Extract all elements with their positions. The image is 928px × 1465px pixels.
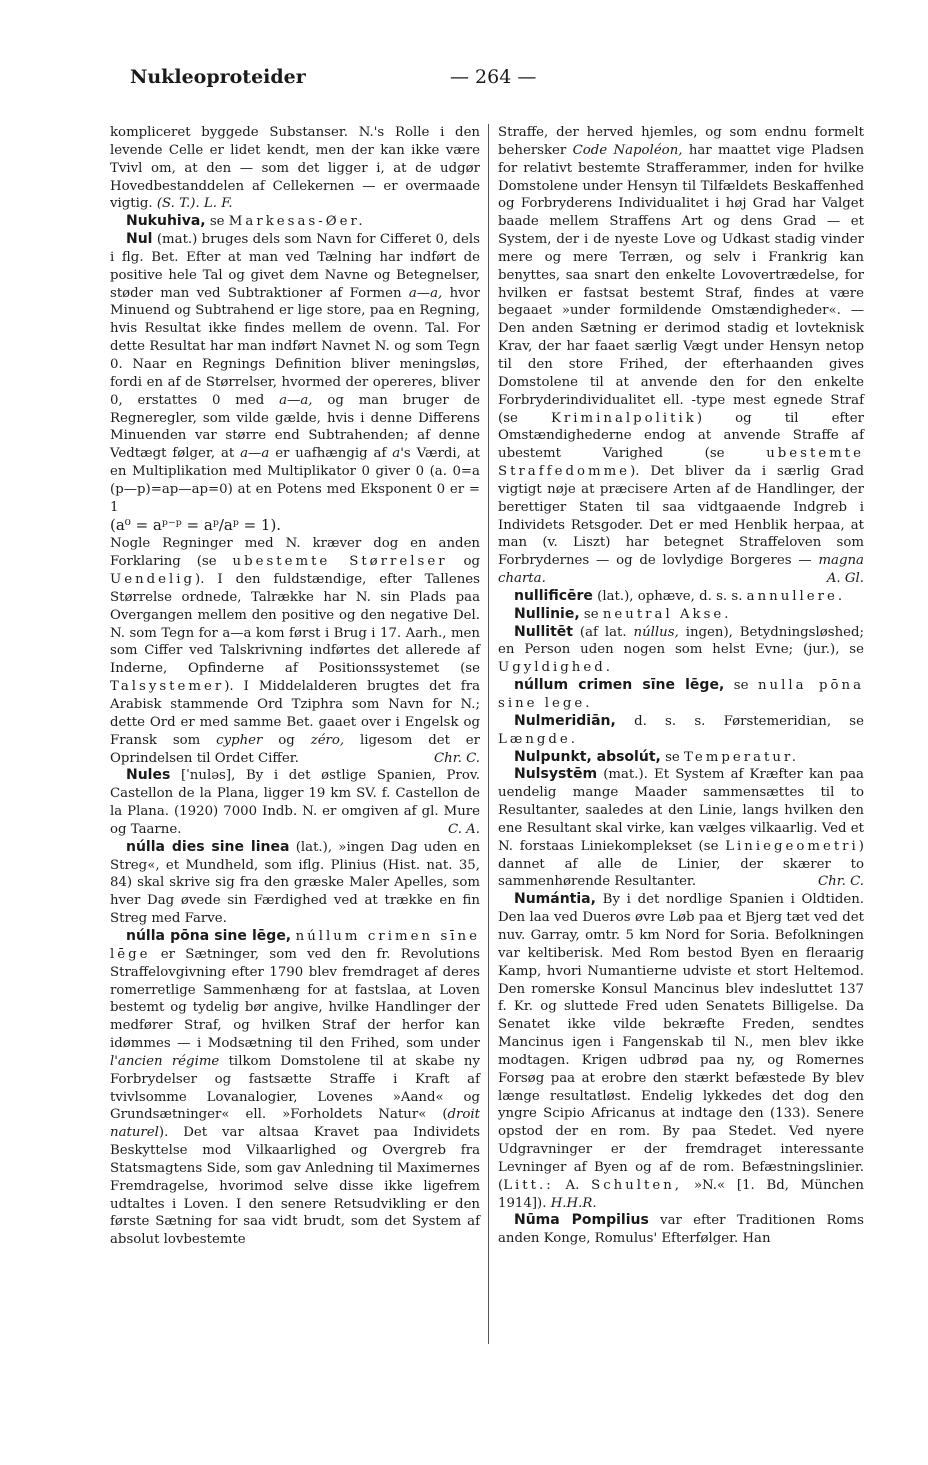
cross-reference: Uendelig <box>110 572 196 588</box>
headword: Nūma Pompilius <box>514 1212 649 1229</box>
headword: núlla dies sine linea <box>126 838 290 855</box>
headword: Numántia, <box>514 891 596 908</box>
left-column <box>110 124 480 1249</box>
cross-reference: neutral Akse. <box>602 606 732 622</box>
headword: núlla pōna sine lēge, <box>126 927 292 944</box>
cross-reference: Markesas-Øer. <box>228 214 366 230</box>
headword: Nulmeridiān, <box>514 712 616 729</box>
headword: núllum crimen sīne lēge, <box>514 677 725 694</box>
entry-nullum-crimen: núllum crimen sīne lēge, se nulla pōna sine lege. <box>498 677 865 711</box>
headword: Nullinie, <box>514 605 580 622</box>
entry-numantia: Numántia, By i det nordlige Spanien i Oldtiden. Den laa ved Dueros øvre Løb paa et Bjerg tæt ved det nuv. Garray, omtr. 5 km Nord for Soria. Befolkningen var keltiberisk. Med Rom bestod Byen en fleraarig Kamp, hvori Numantierne udviste et stort Heltemod. Den romerske Konsul Mancinus blev indesluttet 137 f. Kr. og sluttede Fred uden Senatets Billigelse. Da Senatet ikke vilde bekræfte Freden, sendtes Mancinus igen i Fangenskab til N., men blev ikke modtagen. Krigen udbrød paa ny, og Romernes Forsøg paa at erobre den stærkt befæstede By blev længe resultatløst. Endelig lykkedes det dog den yngre Scipio Africanus at indtage den (133). Senere opstod der en rom. By paa Stedet. Ved nyere Udgravninger er der fremdraget interessante Levninger af Byen og af de rom. Befæstningslinier. (Litt.: A. Schulten, »N.« [1. Bd, München 1914]). H.H.R. <box>498 891 864 1211</box>
entry-nul: Nul (mat.) bruges dels som Navn for Cifferet 0, dels i flg. Bet. Efter at man ved Tælning har indført de positive hele Tal og givet dem Navne og Betegnelser, støder man ved Subtraktioner af Formen a—a, hvor Minuend og Subtrahend er lige store, paa en Regning, hvis Resultat ikke findes mellem de ovenn. Tal. For dette Resultat har man indført Navnet N. og som Tegn 0. Naar en Regnings Definition bliver meningsløs, fordi en af de Størrelser, hvormed der opereres, bliver 0, erstattes 0 med a—a, og man bruger de Regneregler, som vilde gælde, hvis i denne Differens Minuenden var større end Subtrahenden; af denne Vedtægt følger, at a—a er uafhængig af a's Værdi, at en Multiplikation med Multiplikator 0 giver 0 (a. 0=a (p—p)=ap—ap=0) at en Potens med Eksponent 0 er = 1 <box>110 231 481 515</box>
cross-reference: núllum crimen sīne lēge <box>110 928 480 962</box>
signature: C. A. <box>448 821 480 837</box>
entry-nules: Nules [ˈnuləs], By i det østlige Spanien, Prov. Castellon de la Plana, ligger 19 km SV. f. Castellon de la Plana. (1920) 7000 Indb. N. er omgiven af gl. Mure og Taarne. C. A. <box>110 767 480 837</box>
page-number: — 264 — <box>450 66 537 88</box>
entry-nulla-poena: núlla pōna sine lēge, núllum crimen sīne lēge er Sætninger, som ved den fr. Revolutions Straffelovgivning efter 1790 blev fremdraget af deres romerretlige Sammenhæng for at fastslaa, at Loven bestemt og tydelig bør angive, hvilke Handlinger der medfører Straf, og hvilken Straf der herfor kan idømmes — i Modsætning til den Frihed, som under l'ancien régime tilkom Domstolene til at skabe ny Forbrydelser og fastsætte Straffe i Kraft af tvivlsomme Lovanalogier, Lovenes »Aand« og Grundsætninger« ell. »Forholdets Natur« (droit naturel). Det var altsaa Kravet paa Individets Beskyttelse mod Vilkaarlighed og Overgreb fra Statsmagtens Side, som gav Anledning til Maximernes Fremdragelse, hvorimod selve disse ikke ligefrem udtaltes i Loven. I den senere Retsudvikling er den første Sætning for saa vidt brudt, som det System af absolut lovbestemte <box>110 927 480 1248</box>
headword: Nulsystēm <box>514 766 598 783</box>
cross-reference: Temperatur. <box>684 749 800 765</box>
column-divider <box>488 124 489 1344</box>
entry-nullificere: nullificēre (lat.), ophæve, d. s. s. annullere. <box>514 587 846 604</box>
entry-continuation: kompliceret byggede Substanser. N.'s Rolle i den levende Celle er lidet kendt, men der kan ikke være Tvivl om, at den — som det ligger i, at de udgør Hovedbestanddelen af Cellekernen — er overmaade vigtig. (S. T.). L. F. <box>110 125 480 212</box>
signature: (S. T.). L. F. <box>156 196 233 212</box>
cross-reference: ubestemte Størrelser <box>232 554 448 570</box>
cross-reference: annullere. <box>746 588 846 604</box>
page-header <box>130 66 874 98</box>
headword: Nulpunkt, absolút, <box>514 748 661 765</box>
formula: (a⁰ = aᵖ⁻ᵖ = aᵖ/aᵖ = 1). <box>110 515 282 534</box>
entry-nulmeridian: Nulmeridiān, d. s. s. Førstemeridian, se Længde. <box>498 712 864 747</box>
entry-nullinie: Nullinie, se neutral Akse. <box>514 605 732 622</box>
cross-reference: nulla pōna sine lege. <box>498 678 865 711</box>
signature: Chr. C. <box>433 750 480 766</box>
entry-nul-cont: Nogle Regninger med N. kræver dog en anden Forklaring (se ubestemte Størrelser og Uendelig). I den fuldstændige, efter Tallenes Størrelse ordnede, Talrække har N. sin Plads paa Overgangen mellem den positive og den negative Del. N. som Tegn for a—a kom først i Brug i 17. Aarh., men som Ciffer ved Talskrivning indførtes det allerede af Inderne, Opfinderne af Positionssystemet (se Talsystemer). I Middelalderen brugtes det fra Arabisk stammende Ord Tziphra som Navn for N.; dette Ord er med samme Bet. gaaet over i Engelsk og Fransk som cypher og zéro, ligesom det er Oprindelsen til Ordet Ciffer. Chr. C. <box>110 536 481 766</box>
entry-nulsystem: Nulsystēm (mat.). Et System af Kræfter kan paa uendelig mange Maader sammensættes til to Resultanter, saaledes at den Linie, langs hvilken den ene Resultant skal virke, kan vælges vilkaarlig. Ved et N. forstaas Liniekomplekset (se Liniegeometri) dannet af alle de Linier, der skærer to sammenhørende Resultanter. Chr. C. <box>498 766 864 890</box>
cross-reference: Schulten, <box>591 1177 683 1193</box>
cross-reference: Litt.: <box>503 1177 554 1193</box>
entry-nukuhiva: Nukuhiva, se Markesas-Øer. <box>126 213 366 230</box>
headword: Nullitēt <box>514 623 573 640</box>
headword: Nul <box>126 231 153 248</box>
cross-reference: Kriminalpolitik <box>550 410 697 426</box>
entry-nullitet: Nullitēt (af lat. núllus, ingen), Betydningsløshed; en Person uden nogen som helst Evne; (jur.), se Ugyldighed. <box>498 623 865 676</box>
signature: Chr. C. <box>817 874 864 890</box>
cross-reference: Ugyldighed. <box>498 660 613 676</box>
cross-reference: Liniegeometri <box>725 838 859 854</box>
entry-nulpunkt: Nulpunkt, absolút, se Temperatur. <box>514 748 800 765</box>
headword: Nukuhiva, <box>126 213 206 230</box>
running-title: Nukleoproteider <box>130 66 306 88</box>
entry-continuation: Straffe, der herved hjemles, og som endnu formelt behersker Code Napoléon, har maattet vige Pladsen for relativt bestemte Strafferammer, inden for hvilke Domstolene under Hensyn til Tilfældets Beskaffenhed og Forbryderens Individualitet i høj Grad har Valget baade mellem Straffens Art og dens Grad — et System, der i de nyeste Love og Udkast stadig vinder mere og mere Terræn, og selv i Frankrig kan benyttes, saa snart den enkelte Lovovertrædelse, for hvilken er fastsat bestemt Straf, findes at være begaaet »under formildende Omstændigheder«. — Den anden Sætning er derimod stadig et lovteknisk Krav, der har faaet særlig Vægt under Hensyn netop til den store Frihed, der efterhaanden gives Domstolene til at anvende den for den enkelte Forbryderindividualitet ell. -type mest egnede Straf (se Kriminalpolitik) og til efter Omstændighederne endog at anvende Straffe af ubestemt Varighed (se ubestemte Straffedomme). Det bliver da i særlig Grad vigtigt nøje at præcisere Arten af de Handlinger, der berettiger Staten til saa vidtgaaende Indgreb i Individets Retsgoder. Det er med Henblik herpaa, at man (v. Liszt) har betegnet Straffeloven som Forbrydernes — og de lovlydige Borgeres — magna charta. A. Gl. <box>498 125 865 587</box>
right-column <box>498 124 864 1248</box>
entry-numa: Nūma Pompilius var efter Traditionen Roms anden Konge, Romulus' Efterfølger. Han <box>498 1212 864 1247</box>
cross-reference: Længde. <box>498 731 579 747</box>
cross-reference: ubestemte Straffedomme <box>498 446 864 480</box>
headword: Nules <box>126 767 171 784</box>
signature: H.H.R. <box>550 1195 597 1211</box>
signature: A. Gl. <box>826 571 864 587</box>
cross-reference: Talsystemer <box>110 679 225 695</box>
entry-nulla-dies: núlla dies sine linea (lat.), »ingen Dag uden en Streg«, et Mundheld, som iflg. Plinius (Hist. nat. 35, 84) skal skrive sig fra den græske Maler Apelles, som hver Dag øvede sin Færdighed ved at trække en fin Streg med Farve. <box>110 838 481 927</box>
headword: nullificēre <box>514 587 593 604</box>
